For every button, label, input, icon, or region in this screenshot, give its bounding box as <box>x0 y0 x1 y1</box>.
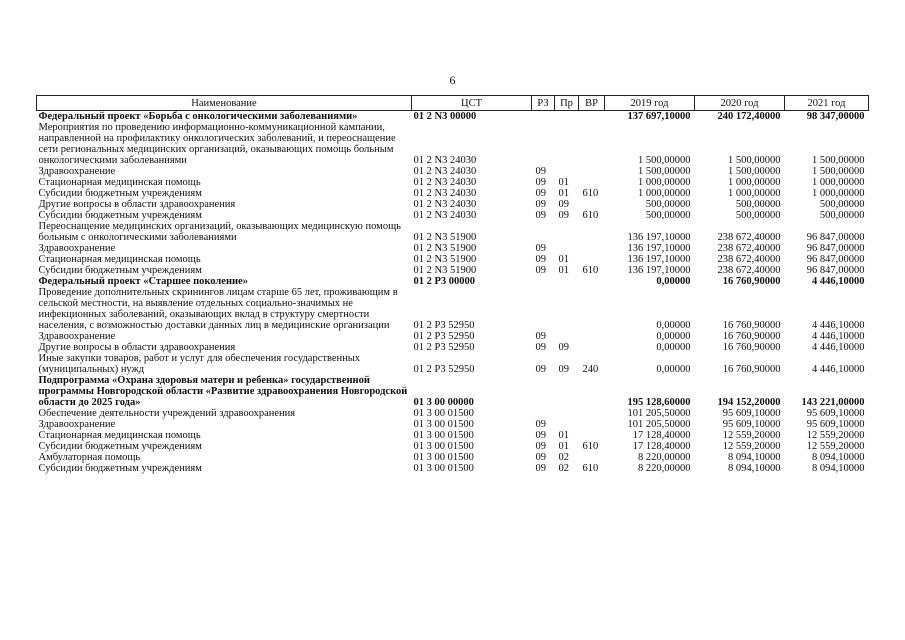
cell-rz <box>532 408 555 419</box>
cell-2021: 4 446,10000 <box>812 342 865 353</box>
cell-rz: 09 <box>535 210 546 221</box>
table-row <box>37 331 869 342</box>
cell-vr <box>579 111 605 123</box>
cell-pr: 01 <box>558 254 569 265</box>
cell-rz <box>532 375 555 408</box>
cell-name: Здравоохранение <box>38 331 116 342</box>
cell-cst: 01 2 N3 51900 <box>413 265 477 276</box>
cell-cst: 01 3 00 01500 <box>413 408 474 419</box>
cell-pr <box>555 375 579 408</box>
cell-vr: 240 <box>582 364 599 375</box>
cell-pr: 09 <box>558 199 569 210</box>
table-header-row <box>37 96 869 111</box>
cell-name: Амбулаторная помощь <box>38 452 141 463</box>
header-rz: РЗ <box>532 96 555 111</box>
cell-rz: 09 <box>535 199 546 210</box>
table-row <box>37 408 869 419</box>
cell-2020: 1 000,00000 <box>728 188 781 199</box>
cell-2020: 238 672,40000 <box>717 254 781 265</box>
cell-name: Здравоохранение <box>38 166 116 177</box>
cell-pr: 01 <box>558 188 569 199</box>
cell-2021: 1 500,00000 <box>812 155 865 166</box>
cell-2019: 101 205,50000 <box>627 419 691 430</box>
cell-2021: 500,00000 <box>819 210 865 221</box>
cell-2019: 0,00000 <box>656 320 691 331</box>
cell-2021: 96 847,00000 <box>806 254 865 265</box>
cell-2021: 96 847,00000 <box>806 243 865 254</box>
page-number: 6 <box>449 73 456 87</box>
cell-name: Федеральный проект «Борьба с онкологическими заболеваниями» <box>38 111 358 122</box>
cell-2020: 95 609,10000 <box>722 419 781 430</box>
cell-2020: 238 672,40000 <box>717 265 781 276</box>
cell-rz <box>532 287 555 331</box>
table-row <box>37 452 869 463</box>
cell-vr <box>579 243 605 254</box>
cell-cst: 01 2 P3 52950 <box>413 342 475 353</box>
cell-name: Подпрограмма «Охрана здоровья матери и ребенка» государственной программы Новгородской области «Развитие здравоохранения Новгородской области до 2025 года» <box>38 375 408 408</box>
table-row <box>37 430 869 441</box>
cell-vr: 610 <box>582 210 599 221</box>
cell-pr: 01 <box>558 441 569 452</box>
header-name: Наименование <box>37 96 412 111</box>
cell-vr <box>579 122 605 166</box>
cell-2021: 1 500,00000 <box>812 166 865 177</box>
cell-2019: 195 128,60000 <box>627 397 691 408</box>
cell-name: Другие вопросы в области здравоохранения <box>38 342 236 353</box>
cell-2021: 4 446,10000 <box>812 331 865 342</box>
cell-cst: 01 2 N3 51900 <box>413 232 477 243</box>
cell-name: Стационарная медицинская помощь <box>38 254 201 265</box>
cell-name: Субсидии бюджетным учреждениям <box>38 441 202 452</box>
cell-vr: 610 <box>582 441 599 452</box>
cell-name: Иные закупки товаров, работ и услуг для обеспечения государственных (муниципальных) нужд <box>38 353 361 375</box>
cell-cst: 01 3 00 01500 <box>413 441 474 452</box>
cell-2020: 240 172,40000 <box>717 111 781 122</box>
cell-pr <box>555 166 579 177</box>
cell-rz: 09 <box>535 265 546 276</box>
cell-rz <box>532 111 555 123</box>
header-2020: 2020 год <box>695 96 785 111</box>
cell-pr <box>555 276 579 287</box>
cell-2021: 98 347,00000 <box>806 111 865 122</box>
cell-2019: 17 128,40000 <box>632 430 691 441</box>
cell-cst: 01 2 N3 00000 <box>413 111 477 122</box>
cell-pr: 09 <box>558 210 569 221</box>
cell-2020: 8 094,10000 <box>728 452 781 463</box>
cell-2019: 1 500,00000 <box>638 166 691 177</box>
cell-name: Стационарная медицинская помощь <box>38 430 201 441</box>
cell-cst: 01 2 P3 52950 <box>413 364 475 375</box>
cell-pr: 01 <box>558 430 569 441</box>
cell-cst: 01 3 00 01500 <box>413 419 474 430</box>
table-row <box>37 353 869 375</box>
cell-2021: 4 446,10000 <box>812 364 865 375</box>
cell-rz: 09 <box>535 441 546 452</box>
table-row <box>37 375 869 408</box>
header-2019: 2019 год <box>605 96 695 111</box>
cell-pr <box>555 408 579 419</box>
cell-pr: 01 <box>558 265 569 276</box>
table-row <box>37 243 869 254</box>
table-row <box>37 199 869 210</box>
cell-cst: 01 2 N3 24030 <box>413 177 477 188</box>
cell-2019: 101 205,50000 <box>627 408 691 419</box>
cell-2019: 136 197,10000 <box>627 232 691 243</box>
cell-2019: 0,00000 <box>656 342 691 353</box>
cell-2021: 1 000,00000 <box>812 177 865 188</box>
cell-cst: 01 2 N3 24030 <box>413 199 477 210</box>
cell-vr <box>579 254 605 265</box>
cell-name: Переоснащение медицинских организаций, оказывающих медицинскую помощь больным с онкологическими заболеваниями <box>38 221 401 243</box>
cell-name: Мероприятия по проведению информационно-коммуникационной кампании, направленной на профилактику онкологических заболеваний, и переоснащение сети региональных медицинских организаций, оказывающих помощь больным онкологическими заболеваниями <box>38 122 396 166</box>
cell-rz: 09 <box>535 342 546 353</box>
header-cst: ЦСТ <box>412 96 532 111</box>
cell-rz: 09 <box>535 419 546 430</box>
cell-2019: 0,00000 <box>656 331 691 342</box>
cell-vr <box>579 199 605 210</box>
cell-name: Стационарная медицинская помощь <box>38 177 201 188</box>
cell-pr: 02 <box>558 463 569 474</box>
cell-vr <box>579 287 605 331</box>
cell-rz <box>532 276 555 287</box>
cell-rz: 09 <box>535 254 546 265</box>
cell-rz: 09 <box>535 188 546 199</box>
cell-rz <box>532 122 555 166</box>
cell-rz <box>532 221 555 243</box>
cell-2019: 500,00000 <box>645 210 691 221</box>
cell-rz: 09 <box>535 177 546 188</box>
cell-2020: 16 760,90000 <box>722 276 781 287</box>
cell-2021: 8 094,10000 <box>812 463 865 474</box>
header-pr: Пр <box>555 96 579 111</box>
cell-2021: 1 000,00000 <box>812 188 865 199</box>
cell-2020: 238 672,40000 <box>717 243 781 254</box>
cell-cst: 01 3 00 01500 <box>413 463 474 474</box>
cell-2020: 238 672,40000 <box>717 232 781 243</box>
cell-cst: 01 2 N3 24030 <box>413 166 477 177</box>
cell-rz: 09 <box>535 452 546 463</box>
header-2021: 2021 год <box>785 96 869 111</box>
cell-name: Субсидии бюджетным учреждениям <box>38 188 202 199</box>
cell-2019: 8 220,00000 <box>638 463 691 474</box>
cell-pr: 01 <box>558 177 569 188</box>
cell-vr <box>579 331 605 342</box>
cell-vr: 610 <box>582 463 599 474</box>
cell-pr <box>555 111 579 123</box>
cell-rz: 09 <box>535 430 546 441</box>
cell-2020: 95 609,10000 <box>722 408 781 419</box>
cell-2021: 8 094,10000 <box>812 452 865 463</box>
cell-2020: 12 559,20000 <box>722 441 781 452</box>
cell-2020: 12 559,20000 <box>722 430 781 441</box>
cell-2021: 4 446,10000 <box>812 276 865 287</box>
cell-pr <box>555 287 579 331</box>
cell-rz: 09 <box>535 364 546 375</box>
cell-cst: 01 2 N3 24030 <box>413 188 477 199</box>
cell-rz: 09 <box>535 243 546 254</box>
cell-rz: 09 <box>535 463 546 474</box>
cell-2019: 136 197,10000 <box>627 265 691 276</box>
cell-pr <box>555 221 579 243</box>
cell-2019: 17 128,40000 <box>632 441 691 452</box>
cell-2021: 96 847,00000 <box>806 232 865 243</box>
cell-name: Обеспечение деятельности учреждений здравоохранения <box>38 408 296 419</box>
cell-2021: 500,00000 <box>819 199 865 210</box>
table-row <box>37 265 869 276</box>
table-row <box>37 342 869 353</box>
cell-pr: 09 <box>558 342 569 353</box>
cell-2019: 136 197,10000 <box>627 254 691 265</box>
cell-2021: 95 609,10000 <box>806 419 865 430</box>
cell-vr: 610 <box>582 188 599 199</box>
table-row <box>37 177 869 188</box>
cell-vr <box>579 177 605 188</box>
cell-2021: 143 221,00000 <box>801 397 865 408</box>
cell-2019: 500,00000 <box>645 199 691 210</box>
cell-pr: 02 <box>558 452 569 463</box>
cell-cst: 01 2 N3 24030 <box>413 155 477 166</box>
cell-cst: 01 2 P3 00000 <box>413 276 476 287</box>
cell-pr <box>555 419 579 430</box>
cell-2020: 500,00000 <box>735 210 781 221</box>
table-row <box>37 111 869 123</box>
cell-2019: 8 220,00000 <box>638 452 691 463</box>
table-row <box>37 419 869 430</box>
cell-2019: 1 000,00000 <box>638 177 691 188</box>
cell-vr <box>579 166 605 177</box>
cell-2019: 1 000,00000 <box>638 188 691 199</box>
cell-2020: 16 760,90000 <box>722 364 781 375</box>
cell-cst: 01 2 N3 51900 <box>413 243 477 254</box>
cell-vr <box>579 430 605 441</box>
cell-cst: 01 2 P3 52950 <box>413 320 475 331</box>
cell-2020: 16 760,90000 <box>722 320 781 331</box>
cell-pr: 09 <box>558 364 569 375</box>
cell-cst: 01 3 00 01500 <box>413 452 474 463</box>
cell-2021: 96 847,00000 <box>806 265 865 276</box>
cell-vr <box>579 276 605 287</box>
budget-table <box>36 95 869 474</box>
table-row <box>37 254 869 265</box>
cell-rz: 09 <box>535 166 546 177</box>
cell-name: Субсидии бюджетным учреждениям <box>38 463 202 474</box>
cell-vr <box>579 221 605 243</box>
cell-2021: 12 559,20000 <box>806 441 865 452</box>
cell-pr <box>555 243 579 254</box>
cell-2021: 12 559,20000 <box>806 430 865 441</box>
cell-cst: 01 2 N3 51900 <box>413 254 477 265</box>
cell-2019: 136 197,10000 <box>627 243 691 254</box>
cell-2021: 95 609,10000 <box>806 408 865 419</box>
cell-2020: 500,00000 <box>735 199 781 210</box>
cell-2020: 16 760,90000 <box>722 342 781 353</box>
table-row <box>37 441 869 452</box>
cell-vr <box>579 375 605 408</box>
cell-2019: 137 697,10000 <box>627 111 691 122</box>
table-row <box>37 287 869 331</box>
cell-name: Субсидии бюджетным учреждениям <box>38 265 202 276</box>
cell-vr <box>579 342 605 353</box>
cell-vr: 610 <box>582 265 599 276</box>
cell-2019: 0,00000 <box>656 276 691 287</box>
table-row <box>37 122 869 166</box>
cell-2020: 194 152,20000 <box>717 397 781 408</box>
cell-2020: 1 000,00000 <box>728 177 781 188</box>
cell-name: Проведение дополнительных скринингов лицам старше 65 лет, проживающим в сельской местности, на выявление отдельных социально-значимых не инфекционных заболеваний, оказывающих вклад в структуру смертности населения, с возможностью доставки данных лиц в медицинские организации <box>38 287 398 331</box>
cell-2020: 1 500,00000 <box>728 155 781 166</box>
cell-name: Федеральный проект «Старшее поколение» <box>38 276 248 287</box>
cell-pr <box>555 331 579 342</box>
cell-name: Здравоохранение <box>38 419 116 430</box>
table-row <box>37 463 869 474</box>
table-row <box>37 221 869 243</box>
cell-2020: 16 760,90000 <box>722 331 781 342</box>
cell-cst: 01 3 00 01500 <box>413 430 474 441</box>
cell-name: Здравоохранение <box>38 243 116 254</box>
table-row <box>37 276 869 287</box>
cell-pr <box>555 122 579 166</box>
cell-cst: 01 3 00 00000 <box>413 397 474 408</box>
cell-name: Другие вопросы в области здравоохранения <box>38 199 236 210</box>
table-row <box>37 188 869 199</box>
cell-cst: 01 2 N3 24030 <box>413 210 477 221</box>
cell-2019: 1 500,00000 <box>638 155 691 166</box>
header-vr: ВР <box>579 96 605 111</box>
table-body <box>37 111 869 475</box>
cell-vr <box>579 452 605 463</box>
table-row <box>37 166 869 177</box>
table-row <box>37 210 869 221</box>
cell-2020: 8 094,10000 <box>728 463 781 474</box>
cell-rz: 09 <box>535 331 546 342</box>
cell-name: Субсидии бюджетным учреждениям <box>38 210 202 221</box>
cell-vr <box>579 419 605 430</box>
cell-2021: 4 446,10000 <box>812 320 865 331</box>
cell-2019: 0,00000 <box>656 364 691 375</box>
cell-vr <box>579 408 605 419</box>
cell-cst: 01 2 P3 52950 <box>413 331 475 342</box>
cell-2020: 1 500,00000 <box>728 166 781 177</box>
